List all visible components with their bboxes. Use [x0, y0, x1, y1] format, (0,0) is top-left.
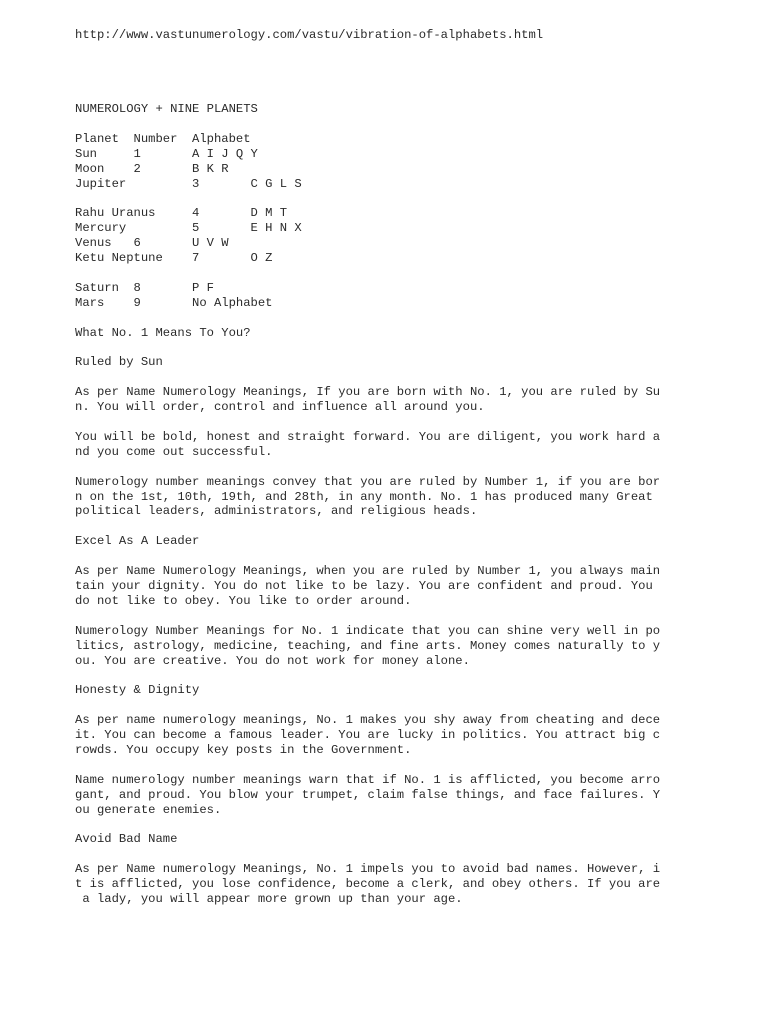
paragraph-line: litics, astrology, medicine, teaching, and fine arts. Money comes naturally to y [75, 638, 661, 653]
paragraph-line: ou generate enemies. [75, 802, 222, 817]
table-row: Moon 2 B K R [75, 161, 229, 176]
table-row: Venus 6 U V W [75, 236, 229, 251]
section-title: Avoid Bad Name [75, 832, 178, 847]
table-header: Planet Number Alphabet [75, 131, 251, 146]
paragraph-line: As per Name Numerology Meanings, If you are born with No. 1, you are ruled by Su [75, 385, 661, 400]
paragraph-line: rowds. You occupy key posts in the Government. [75, 742, 412, 757]
paragraph-line: nd you come out successful. [75, 444, 273, 459]
paragraph-line: it. You can become a famous leader. You are lucky in politics. You attract big c [75, 728, 661, 743]
table-row: Jupiter 3 C G L S [75, 176, 302, 191]
paragraph-line: ou. You are creative. You do not work for money alone. [75, 653, 470, 668]
paragraph-line: political leaders, administrators, and religious heads. [75, 504, 478, 519]
paragraph-line: As per name numerology meanings, No. 1 makes you shy away from cheating and dece [75, 713, 661, 728]
table-row: Saturn 8 P F [75, 280, 214, 295]
paragraph-line: Numerology Number Meanings for No. 1 indicate that you can shine very well in po [75, 623, 661, 638]
section-title: Ruled by Sun [75, 355, 163, 370]
table-row: Rahu Uranus 4 D M T [75, 206, 288, 221]
paragraph-line: n. You will order, control and influence all around you. [75, 400, 485, 415]
paragraph-line: do not like to obey. You like to order around. [75, 593, 412, 608]
paragraph-line: tain your dignity. You do not like to be lazy. You are confident and proud. You [75, 579, 653, 593]
paragraph-line: As per Name numerology Meanings, No. 1 impels you to avoid bad names. However, i [75, 862, 661, 877]
table-row: Sun 1 A I J Q Y [75, 146, 258, 161]
paragraph-line: You will be bold, honest and straight forward. You are diligent, you work hard a [75, 429, 661, 444]
paragraph-line: Numerology number meanings convey that you are ruled by Number 1, if you are bor [75, 474, 661, 489]
table-row: Ketu Neptune 7 O Z [75, 251, 273, 266]
table-row: Mercury 5 E H N X [75, 221, 302, 236]
section-title: What No. 1 Means To You? [75, 325, 251, 340]
paragraph-line: a lady, you will appear more grown up than your age. [75, 892, 463, 907]
section-title: Excel As A Leader [75, 534, 200, 549]
section-title: Honesty & Dignity [75, 683, 200, 698]
document-body [75, 102, 660, 922]
table-row: Mars 9 No Alphabet [75, 295, 273, 310]
section-heading: NUMEROLOGY + NINE PLANETS [75, 102, 258, 116]
paragraph-line: As per Name Numerology Meanings, when you are ruled by Number 1, you always main [75, 564, 661, 579]
paragraph-line: Name numerology number meanings warn that if No. 1 is afflicted, you become arro [75, 772, 661, 787]
paragraph-line: t is afflicted, you lose confidence, become a clerk, and obey others. If you are [75, 877, 661, 892]
paragraph-line: n on the 1st, 10th, 19th, and 28th, in any month. No. 1 has produced many Great [75, 489, 653, 504]
paragraph-line: gant, and proud. You blow your trumpet, claim false things, and face failures. Y [75, 787, 661, 802]
source-url: http://www.vastunumerology.com/vastu/vibration-of-alphabets.html [75, 28, 544, 42]
